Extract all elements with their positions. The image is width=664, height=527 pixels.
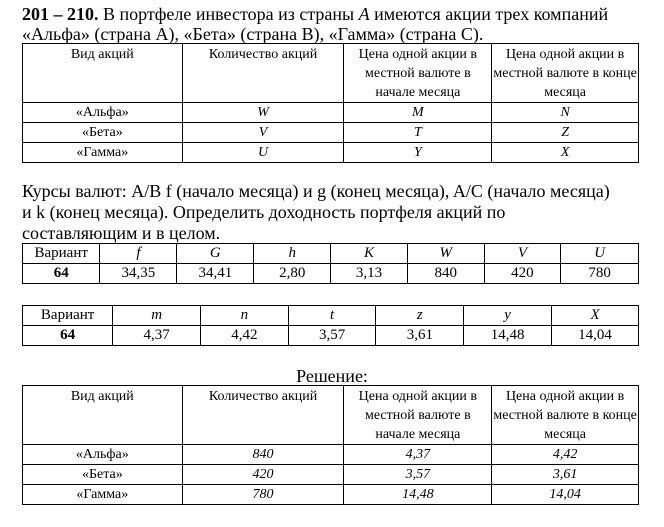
header-g: G: [177, 244, 254, 264]
header-price-end: Цена одной акции в местной валюте в конце месяца: [492, 44, 639, 103]
header-m: m: [113, 306, 201, 326]
cell: «Гамма»: [23, 485, 183, 505]
cell: 2,80: [254, 264, 331, 284]
cell: «Бета»: [23, 123, 183, 143]
cell: «Гамма»: [23, 143, 183, 163]
table-row: [23, 264, 639, 284]
cell: 420: [484, 264, 561, 284]
table-header-row: [23, 244, 639, 264]
table-row: [23, 465, 639, 485]
cell: 14,48: [464, 326, 552, 346]
cell: 3,61: [492, 465, 639, 485]
cell: W: [182, 103, 344, 123]
cell: 34,41: [177, 264, 254, 284]
header-f: f: [100, 244, 177, 264]
cell: 64: [23, 264, 100, 284]
cell: 14,04: [552, 326, 639, 346]
intro-text-end: имеются акции трех компаний: [369, 4, 609, 24]
header-price-start: Цена одной акции в местной валюте в начале месяца: [344, 386, 492, 445]
header-u: U: [561, 244, 639, 264]
header-price-start: Цена одной акции в местной валюте в начале месяца: [344, 44, 492, 103]
cell: 780: [561, 264, 639, 284]
cell: «Альфа»: [23, 103, 183, 123]
cell: U: [182, 143, 344, 163]
table-row: [23, 123, 639, 143]
cell: Y: [344, 143, 492, 163]
intro-text: В портфеле инвестора из страны: [98, 4, 359, 24]
cell: 14,04: [492, 485, 639, 505]
table-row: [23, 326, 639, 346]
cell: Z: [492, 123, 639, 143]
header-quantity: Количество акций: [182, 386, 344, 445]
header-x: X: [552, 306, 639, 326]
cell: 840: [182, 445, 344, 465]
header-z: z: [376, 306, 464, 326]
rates-line1: Курсы валют: A/B f (начало месяца) и g (конец месяца), A/C (начало месяца): [22, 181, 610, 201]
cell: 34,35: [100, 264, 177, 284]
header-h: h: [254, 244, 331, 264]
header-y: y: [464, 306, 552, 326]
table-row: [23, 143, 639, 163]
problem-statement-line1: [22, 4, 662, 24]
cell: M: [344, 103, 492, 123]
header-variant: Вариант: [23, 306, 113, 326]
cell: 420: [182, 465, 344, 485]
cell: N: [492, 103, 639, 123]
cell: 4,37: [344, 445, 492, 465]
header-quantity: Количество акций: [182, 44, 344, 103]
cell: 14,48: [344, 485, 492, 505]
header-price-end: Цена одной акции в местной валюте в конце месяца: [492, 386, 639, 445]
header-w: W: [407, 244, 484, 264]
cell: 4,37: [113, 326, 201, 346]
table-row: [23, 103, 639, 123]
table-header-row: [23, 44, 639, 103]
cell: T: [344, 123, 492, 143]
variant-table-2: [22, 305, 639, 346]
problem-statement-line2: «Альфа» (страна А), «Бета» (страна B), «Гамма» (страна C).: [22, 24, 484, 44]
portfolio-table: [22, 43, 639, 163]
cell: «Альфа»: [23, 445, 183, 465]
header-stock-type: Вид акций: [23, 44, 183, 103]
problem-number: 201 – 210.: [22, 4, 99, 24]
solution-table: [22, 385, 639, 505]
cell: 780: [182, 485, 344, 505]
variant-table-1: [22, 243, 639, 284]
cell: 3,13: [331, 264, 408, 284]
header-k: K: [331, 244, 408, 264]
solution-title: Решение:: [296, 366, 368, 386]
table-header-row: [23, 386, 639, 445]
cell: 4,42: [492, 445, 639, 465]
header-t: t: [288, 306, 376, 326]
cell: 4,42: [200, 326, 288, 346]
cell: 3,61: [376, 326, 464, 346]
country-var: A: [358, 4, 370, 24]
cell: 3,57: [288, 326, 376, 346]
header-stock-type: Вид акций: [23, 386, 183, 445]
cell: X: [492, 143, 639, 163]
header-variant: Вариант: [23, 244, 100, 264]
table-row: [23, 445, 639, 465]
cell: 840: [407, 264, 484, 284]
cell: 64: [23, 326, 113, 346]
table-row: [23, 485, 639, 505]
header-n: n: [200, 306, 288, 326]
rates-line2: и k (конец месяца). Определить доходность портфеля акций по: [22, 202, 506, 222]
header-v: V: [484, 244, 561, 264]
cell: 3,57: [344, 465, 492, 485]
cell: V: [182, 123, 344, 143]
table-header-row: [23, 306, 639, 326]
rates-line3: составляющим и в целом.: [22, 223, 221, 243]
cell: «Бета»: [23, 465, 183, 485]
